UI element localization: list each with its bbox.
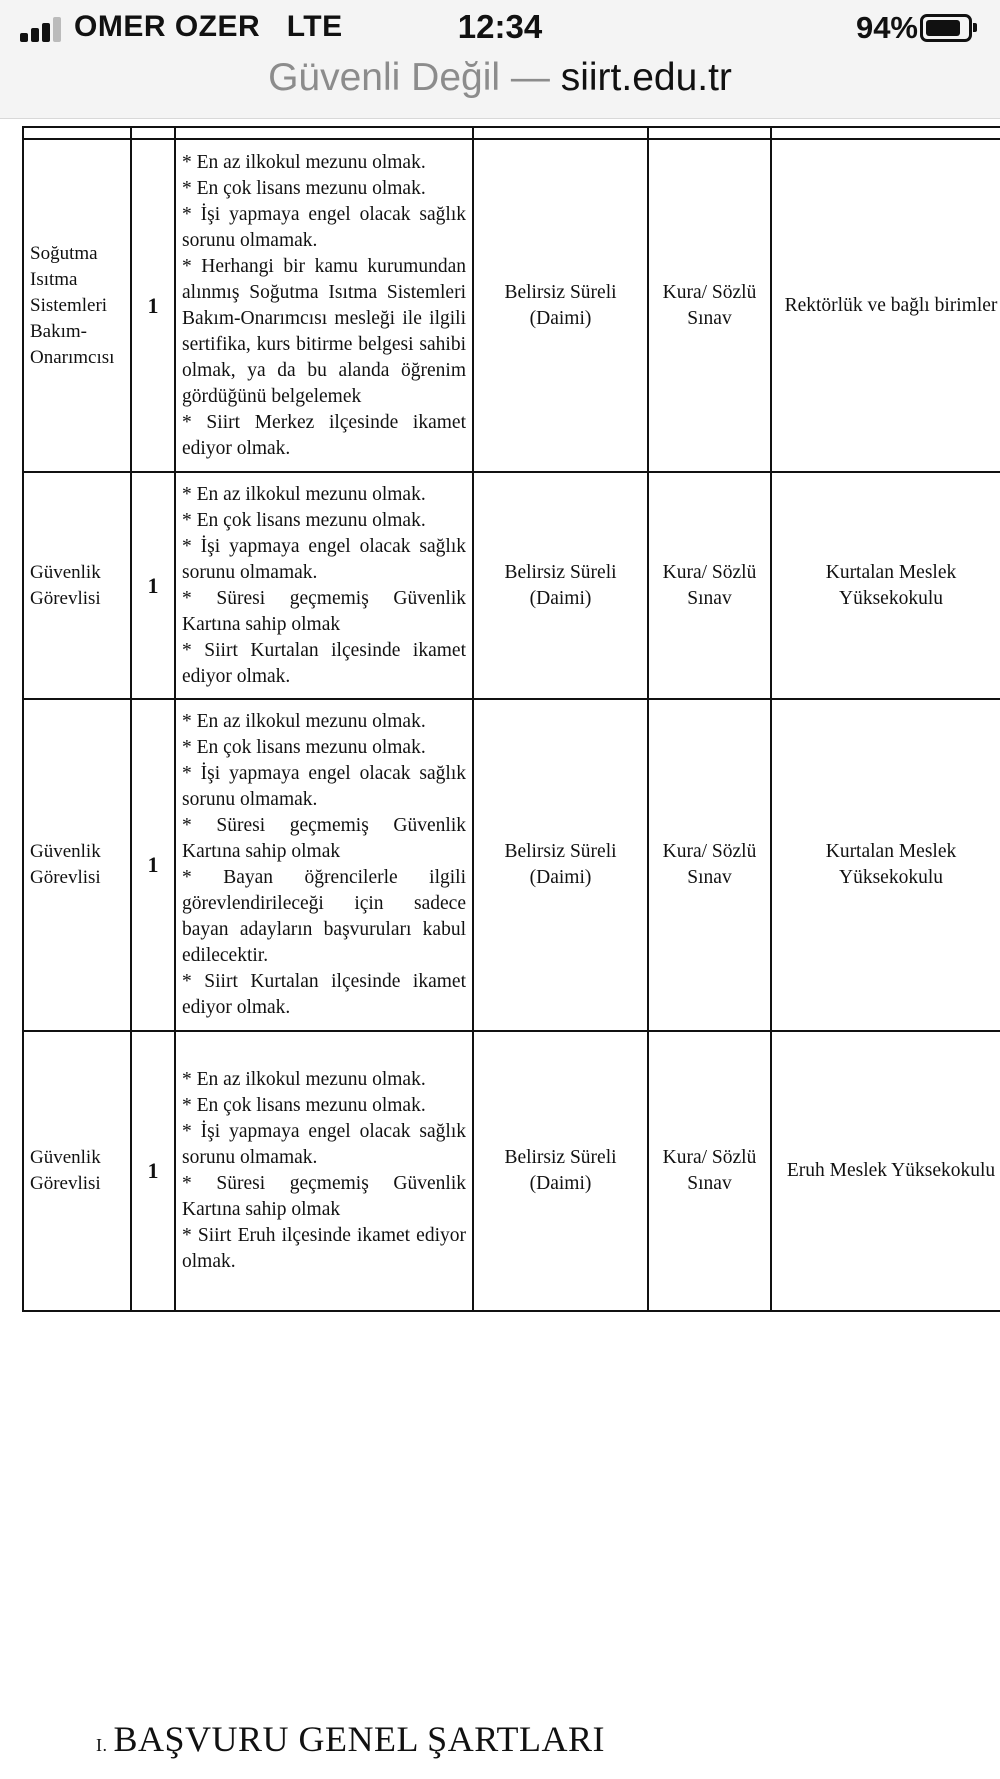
table-row	[23, 1031, 1000, 1311]
table-row	[23, 699, 1000, 1031]
assigned-unit: Kurtalan Meslek Yüksekokulu	[771, 472, 1000, 699]
clock-time: 12:34	[457, 8, 543, 45]
employment-type: Belirsiz Süreli (Daimi)	[473, 1031, 648, 1311]
requirement-item: * Siirt Merkez ilçesinde ikamet ediyor olmak.	[182, 411, 466, 459]
requirements-cell	[175, 472, 473, 699]
requirement-item: * İşi yapmaya engel olacak sağlık sorunu olmamak.	[182, 763, 466, 810]
requirements-cell	[175, 139, 473, 472]
network-type: LTE	[286, 10, 343, 43]
exam-method: Kura/ Sözlü Sınav	[648, 1031, 771, 1311]
clock	[0, 8, 1000, 46]
requirement-item: * Süresi geçmemiş Güvenlik Kartına sahip olmak	[182, 1173, 466, 1220]
requirement-item: * En az ilkokul mezunu olmak.	[182, 1069, 426, 1090]
position-title: Güvenlik Görevlisi	[23, 699, 131, 1031]
section-title: BAŞVURU GENEL ŞARTLARI	[113, 1719, 606, 1759]
requirements-cell	[175, 1031, 473, 1311]
requirement-item: * Bayan öğrencilerle ilgili görevlendirileceği için sadece bayan adayların başvuruları kabul edilecektir.	[182, 867, 466, 966]
requirement-item: * En az ilkokul mezunu olmak.	[182, 711, 426, 732]
address-domain: siirt.edu.tr	[560, 56, 732, 99]
position-title: Güvenlik Görevlisi	[23, 1031, 131, 1311]
requirement-item: * En çok lisans mezunu olmak.	[182, 177, 426, 199]
requirement-item: * İşi yapmaya engel olacak sağlık sorunu olmamak.	[182, 535, 466, 583]
requirement-item: * En az ilkokul mezunu olmak.	[182, 151, 426, 173]
requirement-item: * En az ilkokul mezunu olmak.	[182, 483, 426, 505]
requirement-item: * Süresi geçmemiş Güvenlik Kartına sahip olmak	[182, 815, 466, 862]
exam-method: Kura/ Sözlü Sınav	[648, 699, 771, 1031]
requirement-item: * Siirt Eruh ilçesinde ikamet ediyor olmak.	[182, 1225, 466, 1272]
table-row	[23, 472, 1000, 699]
position-count: 1	[131, 699, 175, 1031]
address-bar[interactable]	[0, 56, 1000, 100]
security-warning-label: Güvenli Değil —	[268, 56, 550, 99]
position-title: Soğutma Isıtma Sistemleri Bakım-Onarımcısı	[23, 139, 131, 472]
requirement-item: * En çok lisans mezunu olmak.	[182, 1095, 426, 1116]
position-count: 1	[131, 1031, 175, 1311]
employment-type: Belirsiz Süreli (Daimi)	[473, 472, 648, 699]
table-row-cut-off	[23, 127, 1000, 139]
browser-status-bar	[0, 0, 1000, 119]
assigned-unit: Eruh Meslek Yüksekokulu	[771, 1031, 1000, 1311]
requirement-item: * Siirt Kurtalan ilçesinde ikamet ediyor olmak.	[182, 639, 466, 687]
requirement-item: * En çok lisans mezunu olmak.	[182, 737, 426, 758]
employment-type: Belirsiz Süreli (Daimi)	[473, 699, 648, 1031]
requirement-item: * Herhangi bir kamu kurumundan alınmış Soğutma Isıtma Sistemleri Bakım-Onarımcısı mesleği ile ilgili sertifika, kurs bitirme belgesi sahibi olmak, ya da bu alanda öğrenim gördüğünü belgelemek	[182, 255, 466, 407]
requirement-item: * İşi yapmaya engel olacak sağlık sorunu olmamak.	[182, 1121, 466, 1168]
section-number: I.	[96, 1735, 108, 1755]
position-count: 1	[131, 472, 175, 699]
requirement-item: * İşi yapmaya engel olacak sağlık sorunu olmamak.	[182, 203, 466, 251]
assigned-unit: Kurtalan Meslek Yüksekokulu	[771, 699, 1000, 1031]
requirement-item: * Süresi geçmemiş Güvenlik Kartına sahip olmak	[182, 587, 466, 635]
position-count: 1	[131, 139, 175, 472]
carrier-name: OMER OZER	[74, 10, 261, 43]
position-title: Güvenlik Görevlisi	[23, 472, 131, 699]
employment-type: Belirsiz Süreli (Daimi)	[473, 139, 648, 472]
requirement-item: * Siirt Kurtalan ilçesinde ikamet ediyor olmak.	[182, 971, 466, 1018]
assigned-unit: Rektörlük ve bağlı birimler	[771, 139, 1000, 472]
battery-percent: 94%	[855, 10, 918, 45]
section-heading	[96, 1718, 605, 1760]
table-row	[23, 139, 1000, 472]
positions-table	[22, 126, 1000, 1312]
exam-method: Kura/ Sözlü Sınav	[648, 139, 771, 472]
requirement-item: * En çok lisans mezunu olmak.	[182, 509, 426, 531]
requirements-cell	[175, 699, 473, 1031]
exam-method: Kura/ Sözlü Sınav	[648, 472, 771, 699]
battery-icon	[920, 14, 972, 42]
